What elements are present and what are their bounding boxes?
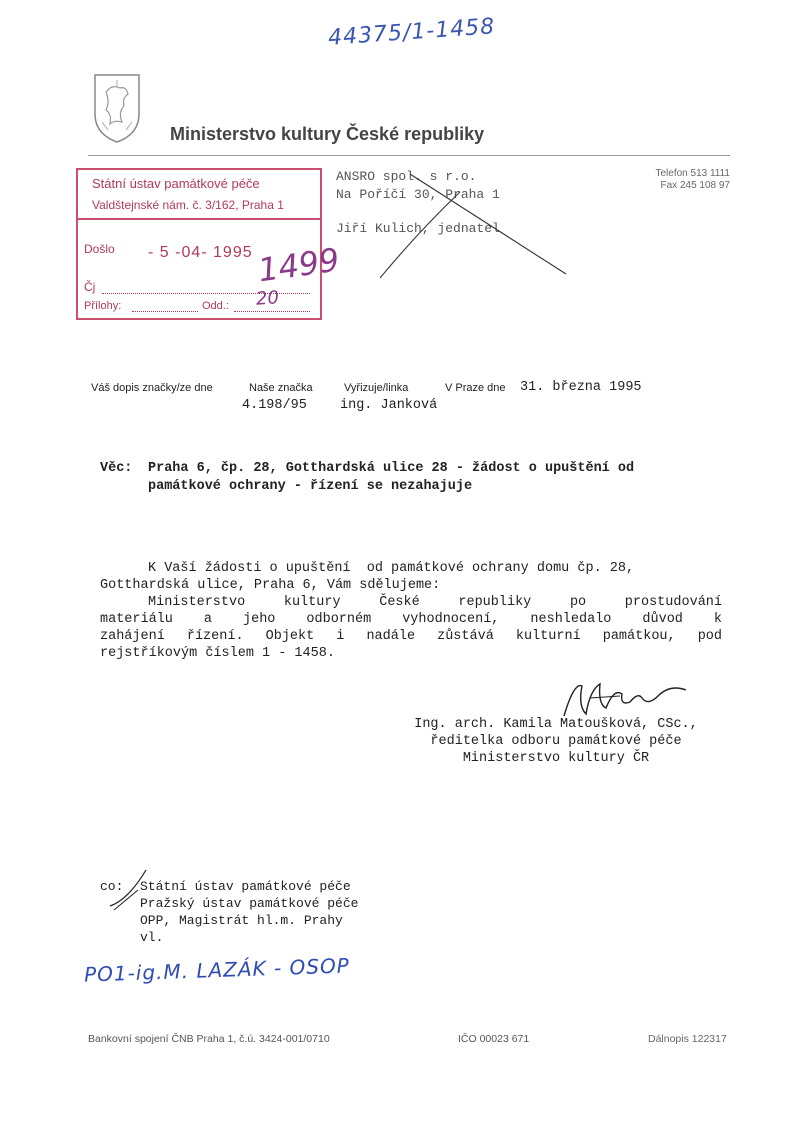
cc-label: co: (100, 879, 124, 894)
body-word: zůstává (437, 629, 494, 644)
subject-line-1: Praha 6, čp. 28, Gotthardská ulice 28 - žádost o upuštění od (148, 461, 635, 476)
stamp-cj-label: Čj (84, 280, 96, 294)
footer-ico: IČO 00023 671 (458, 1033, 530, 1045)
ref-handler-label: Vyřizuje/linka (344, 382, 409, 394)
body-word: kultury (283, 595, 341, 610)
stamp-institution: Státní ústav památkové péče (92, 176, 260, 191)
body-word: Ministerstvo (148, 595, 246, 610)
stamp-attachments-dotline (132, 311, 198, 312)
body-word: k (713, 612, 722, 627)
ref-our-mark-value: 4.198/95 (242, 398, 307, 413)
cc-row (100, 878, 358, 895)
handwritten-reference-number: 44375/1-1458 (327, 14, 496, 51)
body-line-1: K Vaší žádosti o upuštění od památkové ochrany domu čp. 28, (148, 561, 635, 576)
contact-phone: Telefon 513 1111 (655, 168, 730, 179)
footer-bank-info: Bankovní spojení ČNB Praha 1, č.ú. 3424-001/0710 (88, 1033, 330, 1045)
cc-item: OPP, Magistrát hl.m. Prahy (140, 913, 343, 928)
body-word: památkou, (602, 629, 676, 644)
subject-label: Věc: (100, 461, 133, 476)
body-word: po (569, 595, 587, 610)
subject-line-2: památkové ochrany - řízení se nezahajuje (148, 479, 473, 494)
letter-body (100, 560, 722, 662)
stamp-header-box (78, 170, 320, 220)
ref-date: 31. března 1995 (520, 380, 642, 395)
ref-our-mark-label: Naše značka (249, 382, 313, 394)
body-line-4 (100, 611, 722, 628)
contact-fax: Fax 245 108 97 (660, 180, 730, 191)
body-word: nadále (366, 629, 416, 644)
body-word: a (203, 612, 213, 627)
cc-spacer (100, 895, 140, 912)
stamp-attachments-label: Přílohy: (84, 300, 122, 312)
body-word: zahájení (100, 629, 165, 644)
signer-title: ředitelka odboru památkové péče (430, 734, 682, 749)
signer-name: Ing. arch. Kamila Matoušková, CSc., (414, 717, 698, 732)
cc-spacer (100, 912, 140, 929)
contact-info (612, 168, 730, 192)
handwritten-note: PO1-ig.M. LAZÁK - OSOP (83, 953, 351, 987)
body-word: i (336, 629, 345, 644)
body-word: kulturní (515, 629, 581, 644)
stamp-address: Valdštejnské nám. č. 3/162, Praha 1 (92, 198, 284, 212)
ref-your-letter-label: Váš dopis značky/ze dne (91, 382, 213, 394)
stamp-handwritten-number: 1499 (255, 240, 342, 290)
body-word: důvod (642, 612, 683, 627)
stamp-received-label: Došlo (84, 242, 115, 256)
body-word: prostudování (624, 595, 722, 610)
recipient-person: Jiří Kulich, jednatel (336, 221, 500, 236)
cc-item: Státní ústav památkové péče (140, 879, 351, 894)
stamp-received-date: - 5 -04- 1995 (148, 244, 253, 261)
body-word: České (379, 595, 420, 610)
received-stamp (76, 168, 342, 320)
cc-row (100, 895, 358, 912)
body-word: odborném (306, 612, 372, 627)
body-line-2: Gotthardská ulice, Praha 6, Vám sdělujeme: (100, 578, 441, 593)
signer-org: Ministerstvo kultury ČR (462, 751, 650, 766)
ref-place-label: V Praze dne (445, 382, 506, 394)
body-line-3 (100, 594, 722, 611)
coat-of-arms-icon (92, 72, 142, 144)
cc-item: vl. (140, 930, 164, 945)
signer-block (388, 716, 724, 767)
cc-row (100, 912, 358, 929)
body-line-5 (100, 628, 722, 645)
ministry-name: Ministerstvo kultury České republiky (170, 124, 485, 144)
ref-handler-value: ing. Janková (340, 398, 438, 413)
stamp-cj-dotline (102, 293, 310, 294)
body-word: řízení. (186, 629, 244, 644)
body-word: Objekt (265, 629, 315, 644)
body-word: republiky (458, 595, 532, 610)
cc-row (100, 929, 358, 946)
stamp-dept-label: Odd.: (202, 300, 229, 312)
footer-telex: Dálnopis 122317 (648, 1033, 727, 1045)
stamp-dept-value: 20 (255, 287, 280, 310)
cross-out-strike (380, 170, 570, 280)
recipient-company: ANSRO spol. s r.o. (336, 169, 477, 184)
body-word: neshledalo (530, 612, 612, 627)
cc-spacer (100, 929, 140, 946)
body-line-6: rejstříkovým číslem 1 - 1458. (100, 646, 335, 661)
stamp-dept-dotline (234, 311, 310, 312)
body-word: jeho (243, 612, 276, 627)
header-divider (88, 155, 730, 156)
cc-item: Pražský ústav památkové péče (140, 896, 359, 911)
recipient-street: Na Poříčí 30, Praha 1 (336, 187, 500, 202)
body-word: vyhodnocení, (402, 612, 500, 627)
body-word: materiálu (100, 612, 173, 627)
copies-list (100, 878, 358, 946)
body-word: pod (697, 629, 722, 644)
